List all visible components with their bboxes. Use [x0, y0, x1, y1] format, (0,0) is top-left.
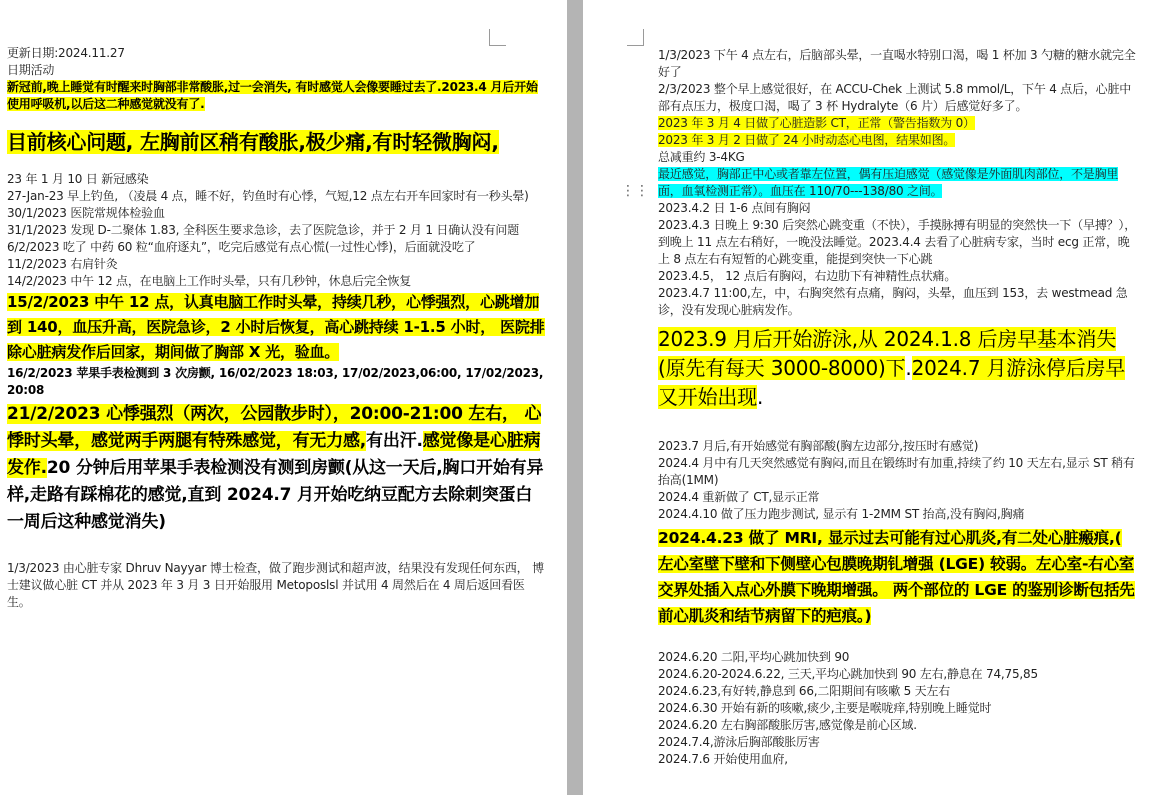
entry-ecg-2023-03-02: 2023 年 3 月 2 日做了 24 小时动态心电图，结果如图。 [658, 133, 956, 147]
crop-mark-top-left [627, 29, 644, 46]
entry-2023-03-02: 2/3/2023 整个早上感觉很好，在 ACCU-Chek 上测试 5.8 mmol/L，下午 4 点后，心脏中部有点压力，极度口渴，喝了 3 杯 Hydralyte（6 片）后感觉好多了。 [658, 82, 1132, 113]
entry-2024-06-30: 2024.6.30 开始有新的咳嗽,痰少,主要是喉咙痒,特别晚上睡觉时 [658, 701, 992, 715]
intro-paragraph: 新冠前,晚上睡觉有时醒来时胸部非常酸胀,过一会消失, 有时感觉人会像要睡过去了.2023.4 月后开始使用呼吸机,以后这二种感觉就没有了. [7, 80, 538, 111]
entry-2023-01-27: 27-Jan-23 早上钓鱼, （凌晨 4 点，睡不好，钓鱼时有心悸，气短,12 点左右开车回家时有一秒头晕) [7, 189, 529, 203]
entry-2024-04-10: 2024.4.10 做了压力跑步测试, 显示有 1-2MM ST 抬高,没有胸闷,胸痛 [658, 507, 1025, 521]
recent-feeling: 最近感觉，胸部正中心或者靠左位置，偶有压迫感觉（感觉像是外面肌肉部位，不是胸里面，血氧检测正常）。血压在 110/70---138/80 之间。 [658, 167, 1119, 198]
drag-handle-icon[interactable]: ⋮⋮ [621, 183, 649, 199]
entry-2023-02-21: 21/2/2023 心悸强烈（两次，公园散步时），20:00-21:00 左右， 心悸时头晕，感觉两手两腿有特殊感觉，有无力感,有出汗.感觉像是心脏病发作.20 分钟后用苹果手表检测没有测到房颤(从这一天后,胸口开始有异样,走路有踩棉花的感觉,直到 2024.7 月开始吃纳豆配方去除刺突蛋白一周后这种感觉消失) [7, 404, 544, 532]
date-activity-heading: 日期活动 [7, 63, 55, 77]
entry-2023-02-16: 16/2/2023 苹果手表检测到 3 次房颤, 16/02/2023 18:03, 17/02/2023,06:00, 17/02/2023, 20:08 [7, 366, 544, 397]
entry-2024-06-20: 2024.6.20 二阳,平均心跳加快到 90 [658, 650, 850, 664]
entry-2023-04-05: 2023.4.5， 12 点后有胸闷，右边肋下有神精性点状痛。 [658, 269, 957, 283]
entry-2023-04-03: 2023.4.3 日晚上 9:30 后突然心跳变重（不快），手摸脉搏有明显的突然快一下（早搏？），到晚上 11 点左右稍好，一晚没法睡觉。2023.4.4 去看了心脏病专家，当时 ecg 正常，晚上 8 点左右有短暂的心跳变重，能提到突快一下心跳 [658, 218, 1137, 266]
weight-loss: 总减重约 3-4KG [658, 150, 745, 164]
entry-2024-04-ct: 2024.4 重新做了 CT,显示正常 [658, 490, 820, 504]
entry-2023-02-06: 6/2/2023 吃了 中药 60 粒“血府逐丸”，吃完后感觉有点心慌(一过性心悸)，后面就没吃了 [7, 240, 476, 254]
entry-2024-06-23: 2024.6.23,有好转,静息到 66,二阳期间有咳嗽 5 天左右 [658, 684, 951, 698]
entry-2024-06-20-22: 2024.6.20-2024.6.22, 三天,平均心跳加快到 90 左右,静息在 74,75,85 [658, 667, 1038, 681]
update-date: 更新日期:2024.11.27 [7, 46, 125, 60]
entry-2024-07-04: 2024.7.4,游泳后胸部酸胀厉害 [658, 735, 820, 749]
entry-2023-04-02: 2023.4.2 日 1-6 点间有胸闷 [658, 201, 811, 215]
entry-2023-01-30: 30/1/2023 医院常规体检验血 [7, 206, 165, 220]
entry-2023-02-11: 11/2/2023 右肩针灸 [7, 257, 118, 271]
entry-2023-01-31: 31/1/2023 发现 D-二聚体 1.83, 全科医生要求急诊，去了医院急诊，并于 2 月 1 日确认没有问题 [7, 223, 520, 237]
entry-2023-07: 2023.7 月后,有开始感觉有胸部酸(胸左边部分,按压时有感觉) [658, 439, 979, 453]
crop-mark-top-right [489, 29, 506, 46]
entry-2024-04-23-mri: 2024.4.23 做了 MRI, 显示过去可能有过心肌炎,有二处心脏瘢痕,( 左心室壁下壁和下侧壁心包膜晚期钆增强 (LGE) 较弱。左心室-右心室交界处插入点心外膜下晚期增强。 两个部位的 LGE 的鉴别诊断包括先前心肌炎和结节病留下的疤痕。) [658, 529, 1135, 625]
entry-2023-01-10: 23 年 1 月 10 日 新冠感染 [7, 172, 149, 186]
swimming-paragraph: 2023.9 月后开始游泳,从 2024.1.8 后房早基本消失(原先有每天 3000-8000)下.2024.7 月游泳停后房早又开始出现. [658, 327, 1126, 409]
entry-2023-02-14: 14/2/2023 中午 12 点，在电脑上工作时头晕，只有几秒钟，休息后完全恢复 [7, 274, 412, 288]
core-issue-heading: 目前核心问题, 左胸前区稍有酸胀,极少痛,有时轻微胸闷, [7, 130, 499, 154]
entry-ct-2023-03-04: 2023 年 3 月 4 日做了心脏造影 CT，正常（警告指数为 0） [658, 116, 975, 130]
entry-2023-04-07: 2023.4.7 11:00,左，中，右胸突然有点痛，胸闷，头晕，血压到 153，去 westmead 急诊，没有发现心脏病发作。 [658, 286, 1128, 317]
entry-2024-07-06: 2024.7.6 开始使用血府, [658, 752, 788, 766]
entry-2024-04: 2024.4 月中有几天突然感觉有胸闷,而且在锻练时有加重,持续了约 10 天左右,显示 ST 稍有抬高(1MM) [658, 456, 1135, 487]
page-gutter [567, 0, 583, 795]
document-page-left [0, 0, 567, 795]
entry-2023-03-01-afternoon: 1/3/2023 下午 4 点左右，后脑部头晕，一直喝水特别口渴，喝 1 杯加 3 勺糖的糖水就完全好了 [658, 48, 1136, 79]
entry-2023-03-01: 1/3/2023 由心脏专家 Dhruv Nayyar 博士检查，做了跑步测试和超声波，结果没有发现任何东西， 博士建议做心脏 CT 并从 2023 年 3 月 3 日开始服用 Metoposlsl 并试用 4 周然后在 4 周后返回看医生。 [7, 561, 544, 609]
document-page-right [583, 0, 1169, 795]
entry-2023-02-15: 15/2/2023 中午 12 点，认真电脑工作时头晕，持续几秒，心悸强烈，心跳增加到 140，血压升高，医院急诊，2 小时后恢复，高心跳持续 1-1.5 小时， 医院排除心脏病发作后回家，期间做了胸部 X 光，验血。 [7, 293, 545, 361]
entry-2024-06-20-chest: 2024.6.20 左右胸部酸胀厉害,感觉像是前心区域. [658, 718, 917, 732]
